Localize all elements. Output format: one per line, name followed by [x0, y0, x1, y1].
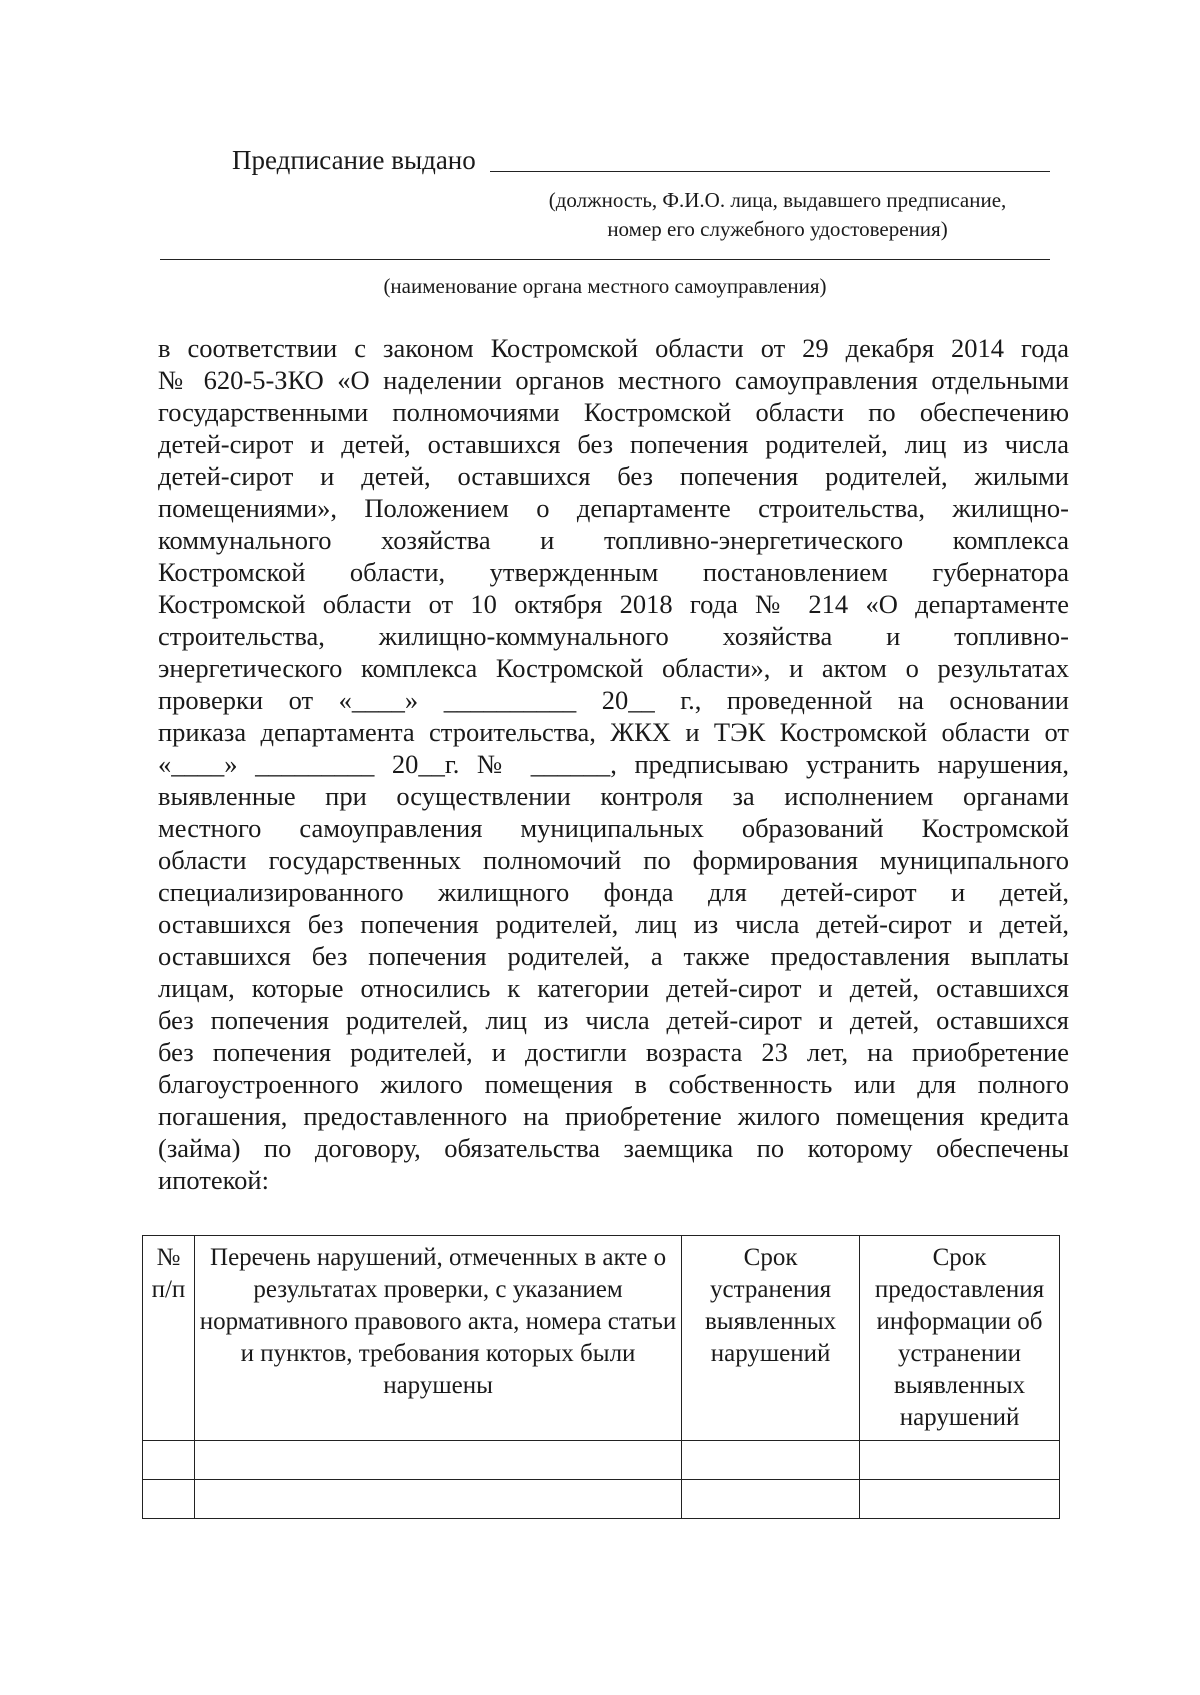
- body-line: государственными полномочиями Костромской области по обеспечению: [158, 397, 1069, 427]
- body-line: помещениями», Положением о департаменте строительства, жилищно-: [158, 493, 1069, 523]
- body-line: местного самоуправления муниципальных образований Костромской: [158, 813, 1069, 843]
- table-cell: [143, 1441, 195, 1480]
- body-line: детей-сирот и детей, оставшихся без попечения родителей, лиц из числа: [158, 429, 1069, 459]
- body-line: оставшихся без попечения родителей, лиц из числа детей-сирот и детей,: [158, 909, 1069, 939]
- body-line: области государственных полномочий по формирования муниципального: [158, 845, 1069, 875]
- table-cell: [860, 1441, 1060, 1480]
- authority-caption: (наименование органа местного самоуправления): [383, 274, 827, 298]
- violations-table: [142, 1235, 1060, 1519]
- issuer-caption-line1: (должность, Ф.И.О. лица, выдавшего предписание,: [548, 188, 1007, 212]
- body-line: оставшихся без попечения родителей, а также предоставления выплаты: [158, 941, 1069, 971]
- authority-blank-line: [160, 259, 1050, 260]
- order-body-text: [158, 332, 1069, 1196]
- table-cell: [682, 1441, 860, 1480]
- body-line: без попечения родителей, лиц из числа детей-сирот и детей, оставшихся: [158, 1005, 1069, 1035]
- body-line: № 620-5-ЗКО «О наделении органов местного самоуправления отдельными: [158, 365, 1069, 395]
- body-line: энергетического комплекса Костромской области», и актом о результатах: [158, 653, 1069, 683]
- body-line: коммунального хозяйства и топливно-энергетического комплекса: [158, 525, 1069, 555]
- body-line: лицам, которые относились к категории детей-сирот и детей, оставшихся: [158, 973, 1069, 1003]
- body-line: специализированного жилищного фонда для детей-сирот и детей,: [158, 877, 1069, 907]
- table-row: [143, 1480, 1060, 1519]
- table-cell: [194, 1480, 681, 1519]
- body-line: (займа) по договору, обязательства заемщика по которому обеспечены: [158, 1133, 1069, 1163]
- body-line: выявленные при осуществлении контроля за исполнением органами: [158, 781, 1069, 811]
- body-line: ипотекой:: [158, 1165, 269, 1195]
- body-line: без попечения родителей, и достигли возраста 23 лет, на приобретение: [158, 1037, 1069, 1067]
- col-header-number: № п/п: [143, 1236, 195, 1441]
- col-header-fix-deadline: Срок устранения выявленных нарушений: [682, 1236, 860, 1441]
- body-line: благоустроенного жилого помещения в собственность или для полного: [158, 1069, 1069, 1099]
- body-line: Костромской области от 10 октября 2018 года № 214 «О департаменте: [158, 589, 1069, 619]
- table-header-row: [143, 1236, 1060, 1441]
- table-cell: [682, 1480, 860, 1519]
- col-header-violations: Перечень нарушений, отмеченных в акте о результатах проверки, с указанием нормативного правового акта, номера статьи и пунктов, требования которых были нарушены: [194, 1236, 681, 1441]
- body-line: погашения, предоставленного на приобретение жилого помещения кредита: [158, 1101, 1069, 1131]
- table-cell: [860, 1480, 1060, 1519]
- issuer-caption-line2: номер его служебного удостоверения): [607, 217, 948, 241]
- body-line: приказа департамента строительства, ЖКХ и ТЭК Костромской области от: [158, 717, 1069, 747]
- body-line: Костромской области, утвержденным постановлением губернатора: [158, 557, 1069, 587]
- col-header-report-deadline: Срок предоставления информации об устранении выявленных нарушений: [860, 1236, 1060, 1441]
- table-cell: [194, 1441, 681, 1480]
- body-line: «____» _________ 20__г. № ______, предписываю устранить нарушения,: [158, 749, 1069, 779]
- issued-label: Предписание выдано: [232, 145, 476, 175]
- table-cell: [143, 1480, 195, 1519]
- body-line: детей-сирот и детей, оставшихся без попечения родителей, жилыми: [158, 461, 1069, 491]
- issuer-blank-line: [490, 171, 1050, 172]
- body-line: строительства, жилищно-коммунального хозяйства и топливно-: [158, 621, 1069, 651]
- body-line: проверки от «____» __________ 20__ г., проведенной на основании: [158, 685, 1069, 715]
- issuer-caption: [500, 186, 1055, 244]
- table-row: [143, 1441, 1060, 1480]
- body-line: в соответствии с законом Костромской области от 29 декабря 2014 года: [158, 333, 1069, 363]
